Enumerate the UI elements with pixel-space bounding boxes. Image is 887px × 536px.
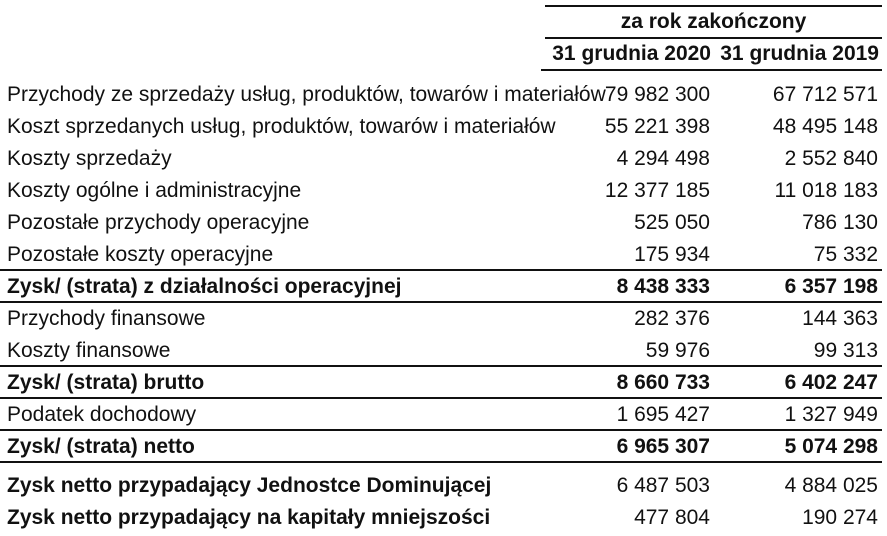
value-2019: 144 363 <box>802 307 878 330</box>
subtotal-row-net-profit <box>0 431 882 463</box>
row-label: Przychody ze sprzedaży usług, produktów, towarów i materiałów <box>7 83 606 106</box>
value-2020: 8 438 333 <box>616 275 710 298</box>
value-2019: 2 552 840 <box>784 147 878 170</box>
row-label: Koszty finansowe <box>7 339 171 362</box>
period-label: za rok zakończony <box>620 10 807 33</box>
table-row <box>0 470 882 502</box>
row-label: Koszt sprzedanych usług, produktów, towarów i materiałów <box>7 115 556 138</box>
value-2020: 175 934 <box>634 243 710 266</box>
subtotal-row-gross-profit <box>0 367 882 399</box>
row-label: Przychody finansowe <box>7 307 206 330</box>
row-label: Zysk/ (strata) brutto <box>7 371 205 394</box>
value-2019: 4 884 025 <box>784 474 878 497</box>
row-label: Zysk netto przypadający na kapitały mniejszości <box>7 506 491 529</box>
value-2020: 1 695 427 <box>616 403 710 426</box>
value-2019: 48 495 148 <box>772 115 878 138</box>
value-2020: 79 982 300 <box>604 83 710 106</box>
value-2020: 282 376 <box>634 307 710 330</box>
row-label: Koszty sprzedaży <box>7 147 172 170</box>
table-row <box>0 175 882 207</box>
subtotal-row-operating-profit <box>0 271 882 303</box>
table-row <box>0 335 882 367</box>
header-bottom-rule <box>541 69 882 71</box>
row-label: Zysk/ (strata) netto <box>7 435 195 458</box>
row-label: Zysk netto przypadający Jednostce Dominującej <box>7 474 492 497</box>
value-2020: 12 377 185 <box>604 179 710 202</box>
value-2020: 55 221 398 <box>604 115 710 138</box>
row-label: Pozostałe koszty operacyjne <box>7 243 274 266</box>
table-row <box>0 399 882 431</box>
row-label: Pozostałe przychody operacyjne <box>7 211 310 234</box>
value-2019: 786 130 <box>802 211 878 234</box>
value-2020: 6 965 307 <box>616 435 710 458</box>
table-row <box>0 303 882 335</box>
value-2019: 99 313 <box>813 339 878 362</box>
column-header-2019: 31 grudnia 2019 <box>720 42 879 65</box>
value-2019: 67 712 571 <box>772 83 878 106</box>
value-2019: 6 357 198 <box>784 275 878 298</box>
table-row <box>0 502 882 534</box>
value-2019: 75 332 <box>813 243 878 266</box>
value-2019: 5 074 298 <box>784 435 878 458</box>
row-label: Podatek dochodowy <box>7 403 197 426</box>
table-row <box>0 239 882 271</box>
row-label: Koszty ogólne i administracyjne <box>7 179 302 202</box>
column-header-2020: 31 grudnia 2020 <box>552 42 711 65</box>
table-row <box>0 79 882 111</box>
value-2020: 8 660 733 <box>616 371 710 394</box>
value-2020: 4 294 498 <box>616 147 710 170</box>
value-2019: 190 274 <box>802 506 878 529</box>
table-row <box>0 207 882 239</box>
value-2020: 6 487 503 <box>616 474 710 497</box>
value-2019: 6 402 247 <box>784 371 878 394</box>
value-2019: 1 327 949 <box>784 403 878 426</box>
table-row <box>0 143 882 175</box>
value-2020: 525 050 <box>634 211 710 234</box>
value-2019: 11 018 183 <box>774 179 878 202</box>
row-label: Zysk/ (strata) z działalności operacyjnej <box>7 275 402 298</box>
table-row <box>0 111 882 143</box>
value-2020: 477 804 <box>634 506 710 529</box>
value-2020: 59 976 <box>645 339 710 362</box>
